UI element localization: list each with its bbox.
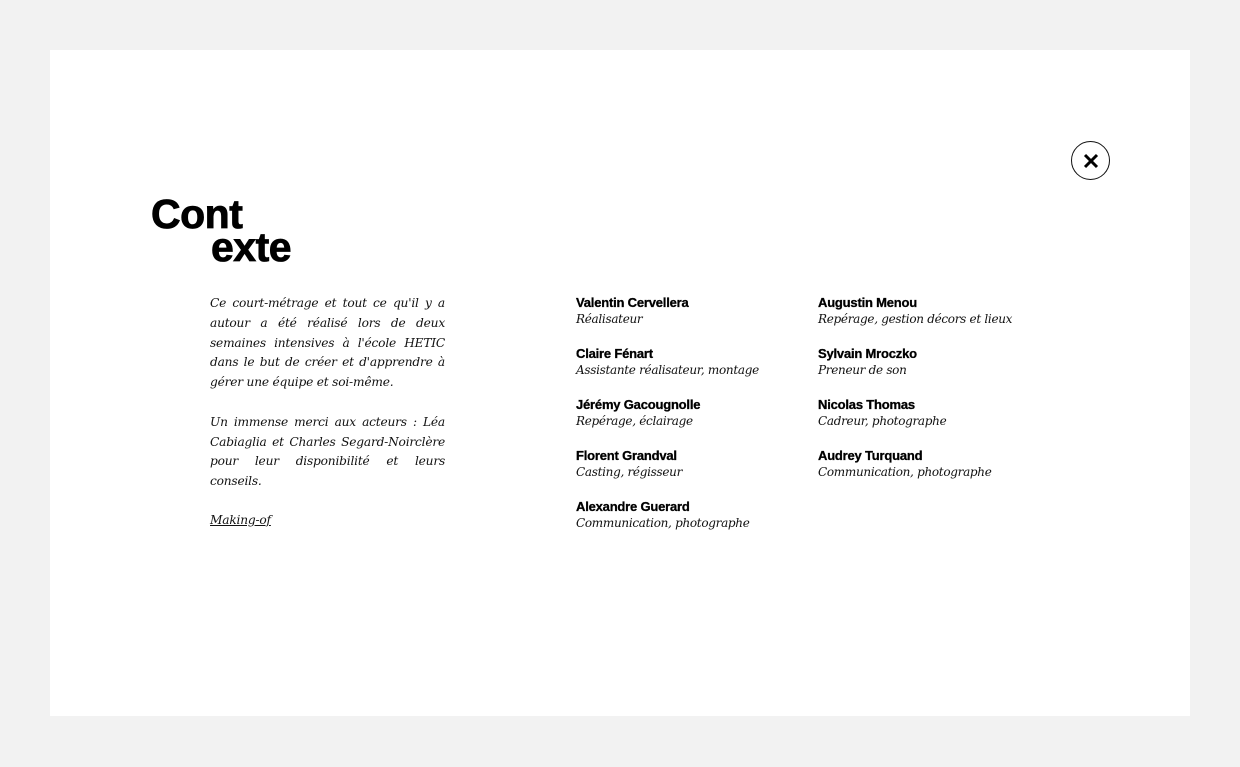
crew-member <box>818 345 1048 396</box>
thanks-paragraph: Un immense merci aux acteurs : Léa Cabiaglia et Charles Segard-Noirclère pour leur disponibilité et leurs conseils. <box>210 414 445 489</box>
crew-column-1 <box>576 294 806 549</box>
crew-member <box>576 396 806 447</box>
crew-member-name: Claire Fénart <box>576 346 653 361</box>
crew-member-role: Communication, photographe <box>576 516 750 530</box>
crew-member-role: Casting, régisseur <box>576 465 683 479</box>
page-title <box>151 191 292 270</box>
crew-member-name: Audrey Turquand <box>818 448 923 463</box>
close-button[interactable] <box>1071 141 1110 180</box>
crew-member-name: Augustin Menou <box>818 295 918 310</box>
crew-member <box>818 396 1048 447</box>
crew-member <box>576 498 806 549</box>
crew-member-name: Florent Grandval <box>576 448 677 463</box>
crew-member-role: Repérage, éclairage <box>576 414 693 428</box>
crew-member-name: Valentin Cervellera <box>576 295 689 310</box>
crew-member-role: Réalisateur <box>576 312 643 326</box>
intro-paragraph: Ce court-métrage et tout ce qu'il y a autour a été réalisé lors de deux semaines intensives à l'école HETIC dans le but de créer et d'apprendre à gérer une équipe et soi-même. <box>210 296 445 390</box>
crew-member <box>576 294 806 345</box>
making-of-link[interactable]: Making-of <box>210 513 271 527</box>
crew-member-name: Alexandre Guerard <box>576 499 690 514</box>
crew-member <box>576 447 806 498</box>
crew-member-role: Preneur de son <box>818 363 907 377</box>
page-title-line-2: exte <box>211 224 292 270</box>
crew-member-role: Communication, photographe <box>818 465 992 479</box>
crew-member <box>818 447 1048 498</box>
intro-text <box>210 294 445 512</box>
crew-column-2 <box>818 294 1048 498</box>
context-modal <box>50 50 1190 716</box>
crew-member-name: Sylvain Mroczko <box>818 346 917 361</box>
crew-member-name: Nicolas Thomas <box>818 397 915 412</box>
crew-member <box>576 345 806 396</box>
crew-member-role: Assistante réalisateur, montage <box>576 363 759 377</box>
crew-member-name: Jérémy Gacougnolle <box>576 397 701 412</box>
crew-member-role: Cadreur, photographe <box>818 414 947 428</box>
crew-member-role: Repérage, gestion décors et lieux <box>818 312 1013 326</box>
close-icon <box>1083 153 1099 169</box>
crew-member <box>818 294 1048 345</box>
page-title-line-1: Cont <box>151 191 243 237</box>
